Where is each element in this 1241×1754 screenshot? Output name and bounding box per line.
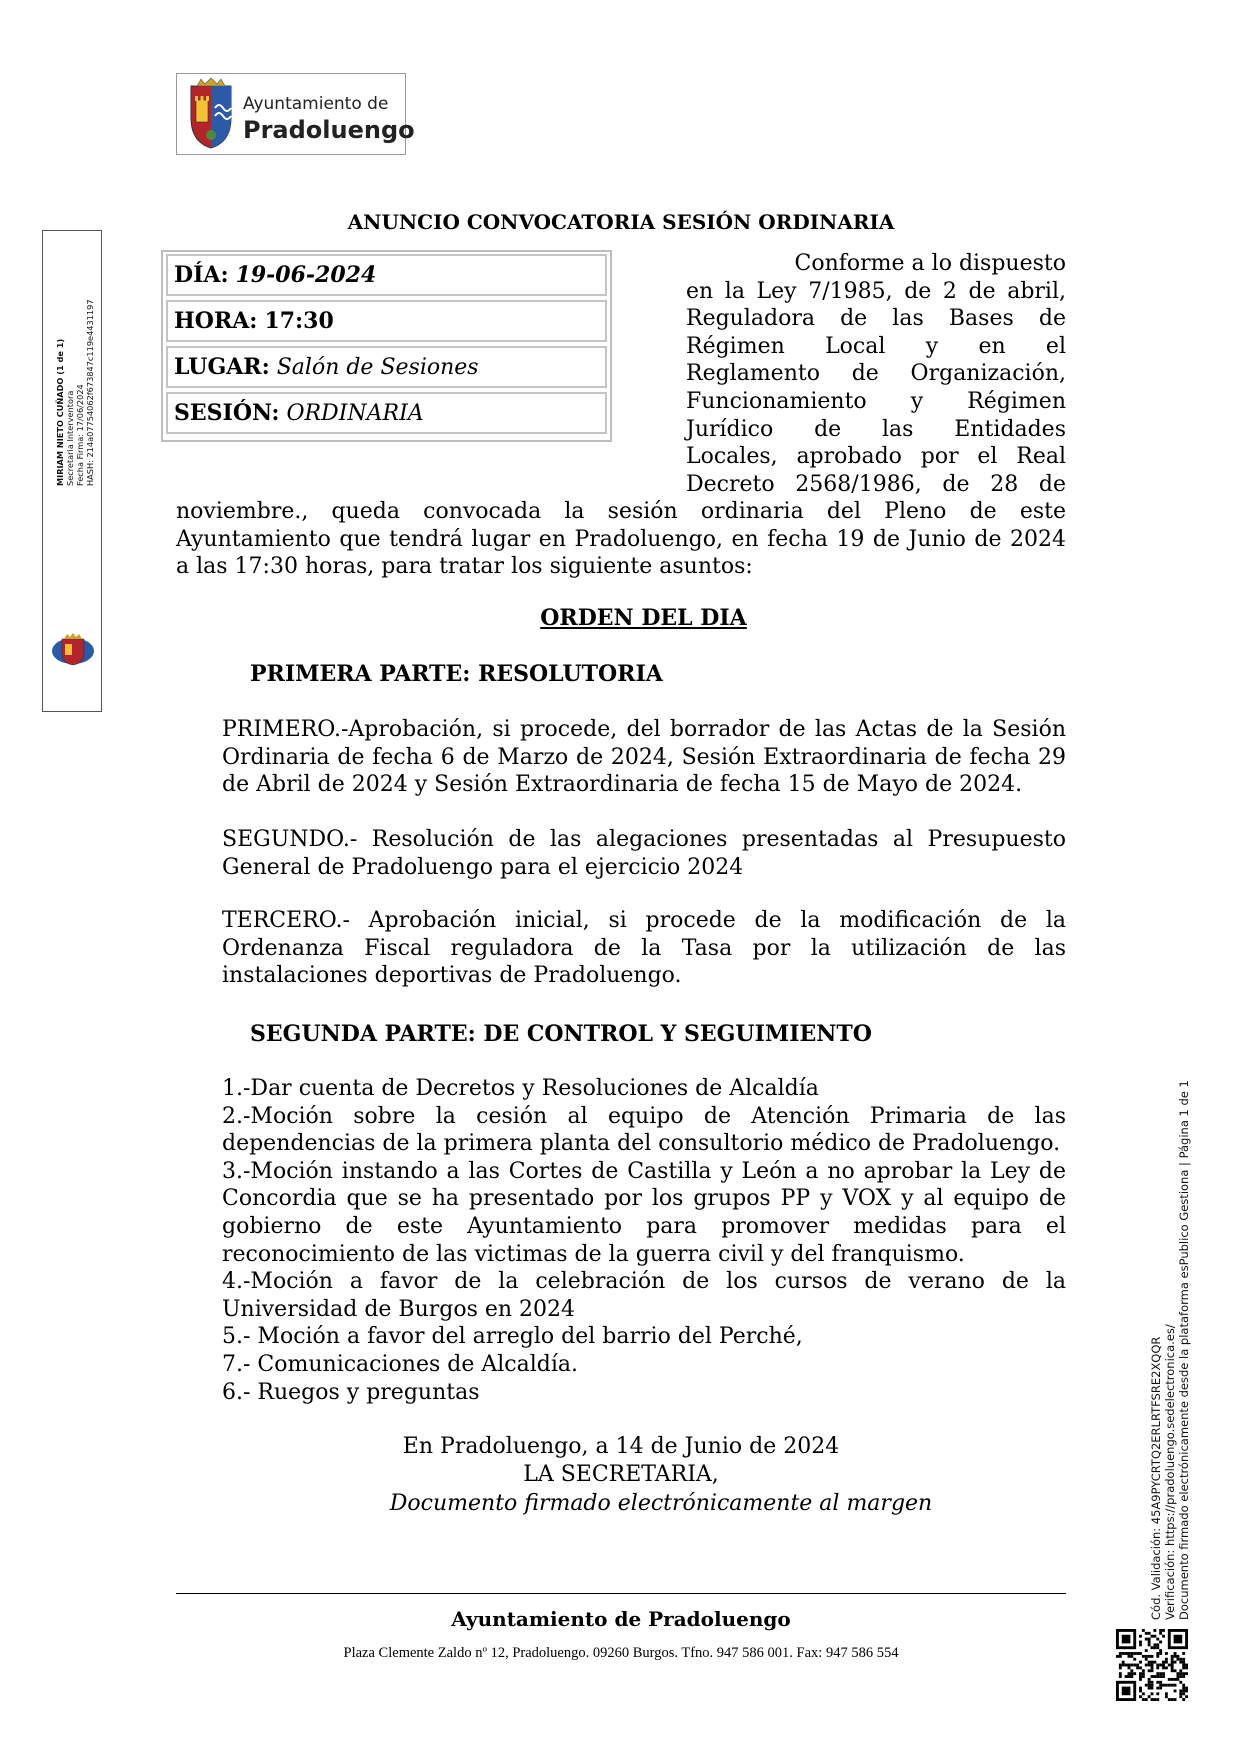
list-item: 4.-Moción a favor de la celebración de los cursos de verano de la Universidad de Burgos en 2024 — [222, 1269, 1066, 1322]
signature-place-date: En Pradoluengo, a 14 de Junio de 2024 — [402, 1434, 840, 1459]
signature-details — [55, 106, 95, 486]
intro-paragraph-start — [686, 250, 1066, 498]
agenda-item-primero: PRIMERO.-Aprobación, si procede, del borrador de las Actas de la Sesión Ordinaria de fecha 6 de Marzo de 2024, Sesión Extraordinaria de fecha 29 de Abril de 2024 y Sesión Extraordinaria de fecha 15 de Mayo de 2024. — [222, 717, 1066, 798]
dia-label: DÍA: — [174, 262, 229, 288]
sesion-label: SESIÓN: — [174, 400, 280, 426]
agenda-item-segundo: SEGUNDO.- Resolución de las alegaciones presentadas al Presupuesto General de Pradoluengo para el ejercicio 2024 — [222, 827, 1066, 880]
list-item: 2.-Moción sobre la cesión al equipo de Atención Primaria de las dependencias de la primera planta del consultorio médico de Pradoluengo. — [222, 1103, 1066, 1157]
sesion-value: ORDINARIA — [286, 401, 424, 426]
verification-strip — [1149, 1080, 1191, 1620]
logo-line-2: Pradoluengo — [243, 116, 415, 144]
agenda-item-tercero: TERCERO.- Aprobación inicial, si procede de la modificación de la Ordenanza Fiscal reguladora de la Tasa por la utilización de las instalaciones deportivas de Pradoluengo. — [222, 908, 1066, 989]
agenda-title: ORDEN DEL DIA — [540, 605, 747, 631]
coat-of-arms-icon — [183, 78, 239, 152]
intro-line: Decreto 2568/1986, de 28 de — [686, 471, 1066, 497]
info-row-lugar — [166, 346, 607, 388]
signature-date: Fecha Firma: 17/06/2024 — [75, 384, 85, 486]
footer-divider — [176, 1593, 1066, 1594]
info-row-sesion — [166, 392, 607, 434]
verification-url[interactable]: Verificación: https://pradoluengo.sedelectronica.es/ — [1163, 1324, 1177, 1620]
intro-line: Conforme a lo dispuesto — [794, 251, 1066, 276]
signature-role: LA SECRETARIA, — [523, 1462, 719, 1487]
list-item: 5.- Moción a favor del arreglo del barrio del Perché, — [222, 1324, 803, 1350]
part-2-list — [222, 1075, 1066, 1406]
info-row-hora — [166, 300, 607, 342]
intro-paragraph-continued: noviembre., queda convocada la sesión ordinaria del Pleno de este Ayuntamiento que tendrá lugar en Pradoluengo, en fecha 19 de Junio de 2024 a las 17:30 horas, para tratar los siguiente asuntos: — [176, 499, 1066, 580]
intro-line: Régimen Local y en el — [686, 333, 1066, 359]
intro-line: Reglamento de Organización, — [686, 361, 1066, 387]
logo-line-1: Ayuntamiento de — [243, 94, 389, 114]
signature-hash: HASH: 214a07754062f673847c119e4431197 — [85, 299, 95, 486]
lugar-label: LUGAR: — [174, 354, 270, 380]
coat-of-arms-seal-icon — [50, 631, 96, 667]
intro-line: en la Ley 7/1985, de 2 de abril, — [686, 278, 1066, 304]
list-item: 7.- Comunicaciones de Alcaldía. — [222, 1351, 578, 1377]
footer-address: Plaza Clemente Zaldo nº 12, Pradoluengo. 09260 Burgos. Tfno. 947 586 001. Fax: 947 586 554 — [343, 1645, 899, 1661]
part-1-heading: PRIMERA PARTE: RESOLUTORIA — [250, 661, 663, 687]
intro-line: Funcionamiento y Régimen — [686, 388, 1066, 414]
signer-name: MIRIAM NIETO CUÑADO (1 de 1) — [55, 338, 65, 486]
lugar-value: Salón de Sesiones — [276, 355, 479, 380]
info-row-dia — [166, 254, 607, 296]
document-title: ANUNCIO CONVOCATORIA SESIÓN ORDINARIA — [347, 210, 895, 234]
intro-line: Jurídico de las Entidades — [686, 416, 1066, 442]
platform-note: Documento firmado electrónicamente desde la plataforma esPublico Gestiona | Página 1 de 1 — [1177, 1080, 1191, 1620]
validation-code: Cód. Validación: 45A9PYCRTQ2ERLRTFSRE2XQQR — [1149, 1336, 1163, 1620]
hora-value: 17:30 — [264, 308, 334, 334]
intro-line: Locales, aprobado por el Real — [686, 444, 1066, 470]
list-item: 1.-Dar cuenta de Decretos y Resoluciones de Alcaldía — [222, 1076, 819, 1101]
footer-name: Ayuntamiento de Pradoluengo — [451, 1607, 791, 1631]
municipality-logo — [176, 73, 415, 155]
list-item: 3.-Moción instando a las Cortes de Castilla y León a no aprobar la Ley de Concordia que se ha presentado por los grupos PP y VOX y al equipo de gobierno de este Ayuntamiento para promover medidas para el reconocimiento de las victimas de la guerra civil y del franquismo. — [222, 1158, 1066, 1267]
signature-note: Documento firmado electrónicamente al margen — [389, 1491, 933, 1516]
dia-value: 19-06-2024 — [235, 262, 377, 288]
qr-code-icon[interactable] — [1116, 1629, 1188, 1701]
hora-label: HORA: — [174, 308, 258, 334]
part-2-heading: SEGUNDA PARTE: DE CONTROL Y SEGUIMIENTO — [250, 1021, 872, 1047]
signature-strip — [42, 230, 102, 712]
signer-role: Secretaria Interventora — [65, 390, 75, 486]
intro-line: Reguladora de las Bases de — [686, 306, 1066, 332]
session-info-table — [161, 250, 612, 442]
list-item: 6.- Ruegos y preguntas — [222, 1379, 480, 1405]
